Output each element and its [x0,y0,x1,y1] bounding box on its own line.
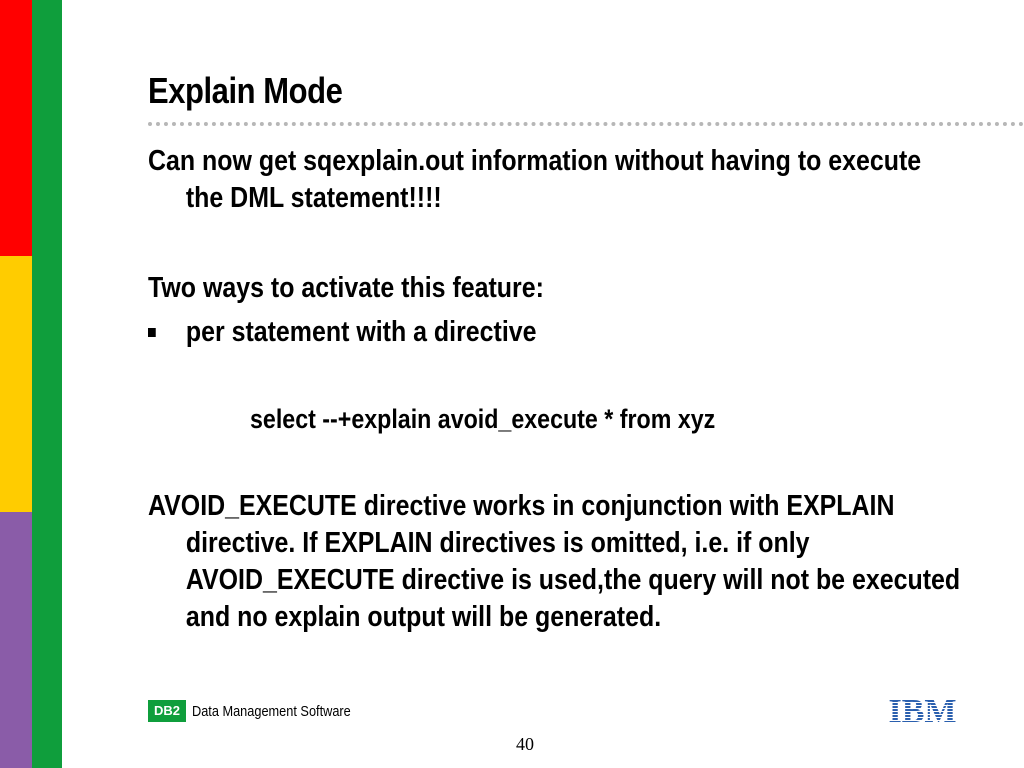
paragraph-two-ways: Two ways to activate this feature: [148,272,544,304]
paragraph-sqexplain: Can now get sqexplain.out information without having to execute the DML statement!!!! [148,145,922,214]
slide-title: Explain Mode [148,70,343,111]
ibm-logo [885,694,960,724]
db2-tagline: Data Management Software [192,702,351,720]
left-bar-red [0,0,32,256]
left-bar-purple [0,512,32,768]
page-number: 40 [516,734,534,754]
title-divider [148,122,1024,126]
square-bullet-icon [148,328,156,337]
left-bar-green [32,0,62,768]
code-example: select --+explain avoid_execute * from xyz [250,404,716,434]
left-bar-yellow [0,256,32,512]
db2-badge: DB2 [148,700,186,722]
paragraph-avoid-execute: AVOID_EXECUTE directive works in conjunction with EXPLAIN directive. If EXPLAIN directives is omitted, i.e. if only AVOID_EXECUTE directive is used,the query will not be executed and no explain output will be generated. [148,490,961,633]
bullet-text: per statement with a directive [185,316,537,348]
db2-logo [148,700,379,722]
